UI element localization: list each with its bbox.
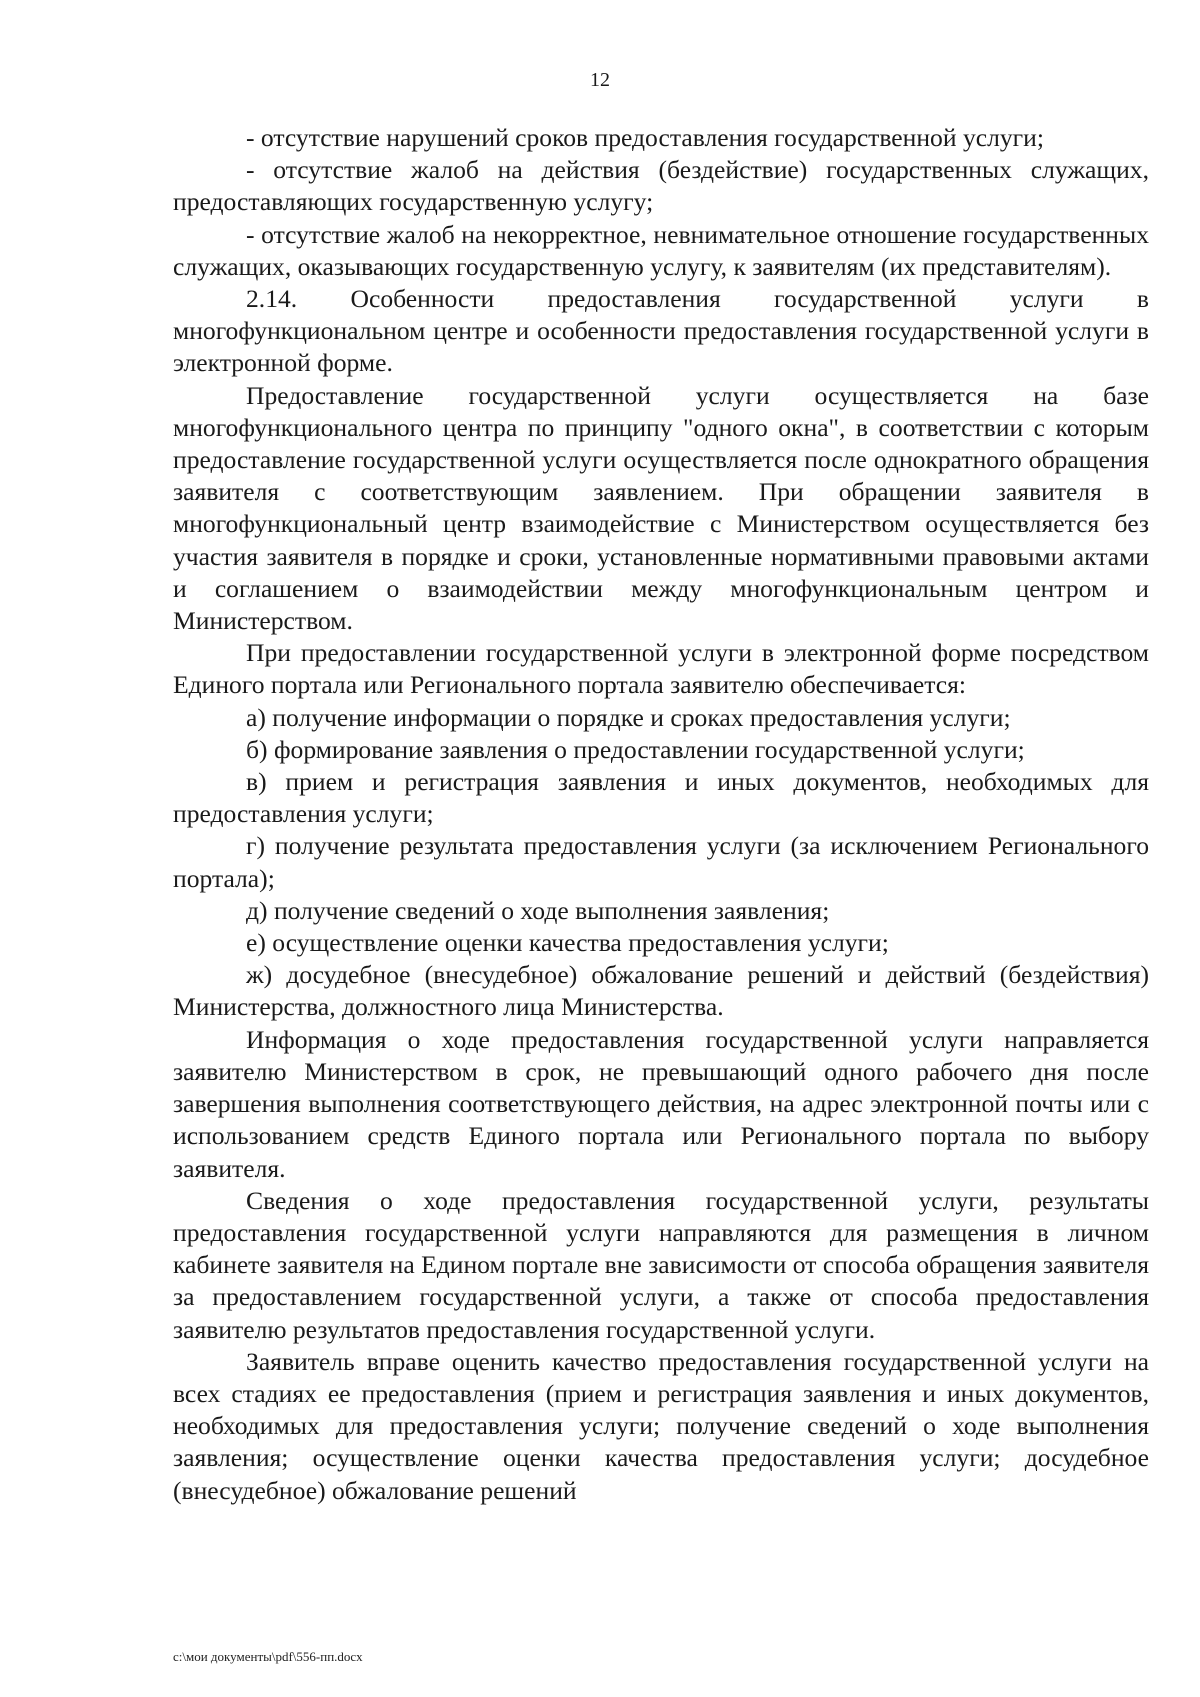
list-item: г) получение результата предоставления услуги (за исключением Регионального портала); [173, 831, 1149, 893]
paragraph: Сведения о ходе предоставления государственной услуги, результаты предоставления государственной услуги направляются для размещения в личном кабинете заявителя на Едином портале вне зависимости от способа обращения заявителя за предоставлением государственной услуги, а также от способа предоставления заявителю результатов предоставления государственной услуги. [173, 1185, 1149, 1344]
paragraph: При предоставлении государственной услуги в электронной форме посредством Единого портала или Регионального портала заявителю обеспечивается: [173, 638, 1149, 700]
paragraph: - отсутствие жалоб на некорректное, невнимательное отношение государственных служащих, оказывающих государственную услугу, к заявителям (их представителям). [173, 219, 1149, 281]
paragraph: Предоставление государственной услуги осуществляется на базе многофункционального центра по принципу "одного окна", в соответствии с которым предоставление государственной услуги осуществляется после однократного обращения заявителя с соответствующим заявлением. При обращении заявителя в многофункциональный центр взаимодействие с Министерством осуществляется без участия заявителя в порядке и сроки, установленные нормативными правовыми актами и соглашением о взаимодействии между многофункциональным центром и Министерством. [173, 380, 1149, 636]
list-item: ж) досудебное (внесудебное) обжалование решений и действий (бездействия) Министерства, должностного лица Министерства. [173, 960, 1149, 1022]
page-number: 12 [590, 69, 610, 91]
paragraph: Информация о ходе предоставления государственной услуги направляется заявителю Министерством в срок, не превышающий одного рабочего дня после завершения выполнения соответствующего действия, на адрес электронной почты или с использованием средств Единого портала или Регионального портала по выбору заявителя. [173, 1024, 1149, 1183]
list-item: д) получение сведений о ходе выполнения заявления; [246, 895, 830, 925]
footer-file-path: c:\мои документы\pdf\556-пп.docx [173, 1649, 363, 1664]
list-item: а) получение информации о порядке и сроках предоставления услуги; [246, 702, 1011, 732]
list-item: е) осуществление оценки качества предоставления услуги; [246, 928, 889, 958]
document-body [173, 122, 1149, 1507]
paragraph: - отсутствие жалоб на действия (бездействие) государственных служащих, предоставляющих государственную услугу; [173, 155, 1149, 217]
paragraph: Заявитель вправе оценить качество предоставления государственной услуги на всех стадиях ее предоставления (прием и регистрация заявления и иных документов, необходимых для предоставления услуги; получение сведений о ходе выполнения заявления; осуществление оценки качества предоставления услуги; досудебное (внесудебное) обжалование решений [173, 1346, 1149, 1505]
section-heading-2-14: 2.14. Особенности предоставления государственной услуги в многофункциональном центре и особенности предоставления государственной услуги в электронной форме. [173, 284, 1149, 378]
list-item: в) прием и регистрация заявления и иных документов, необходимых для предоставления услуги; [173, 767, 1149, 829]
list-item: б) формирование заявления о предоставлении государственной услуги; [246, 734, 1025, 764]
paragraph: - отсутствие нарушений сроков предоставления государственной услуги; [246, 123, 1044, 152]
